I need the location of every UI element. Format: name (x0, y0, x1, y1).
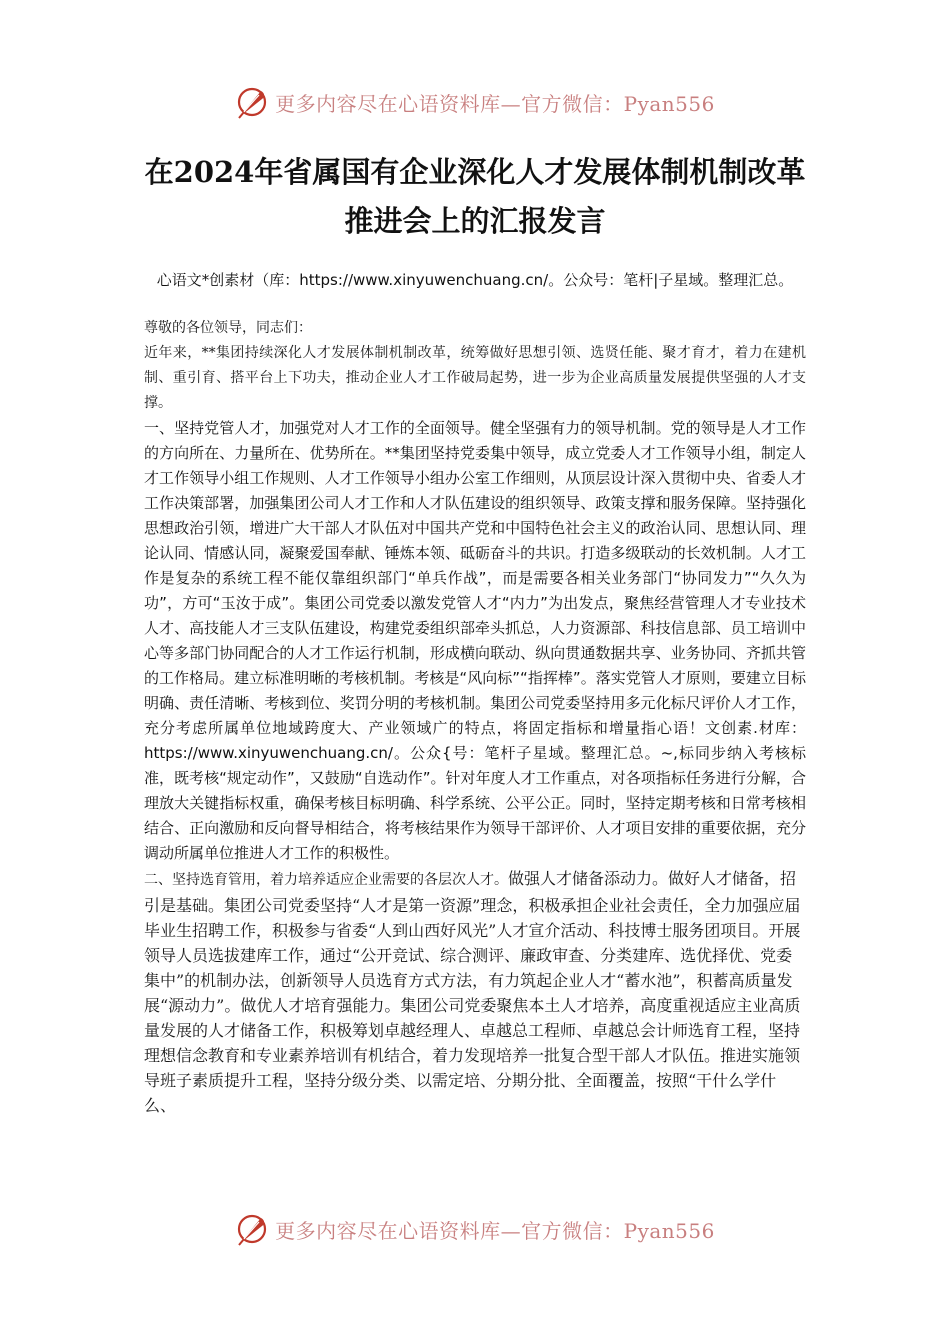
section-two-heading: 二、坚持选育管用，着力培养适应企业需要的各层次人才。 (144, 872, 508, 888)
source-note: 心语文*创素材（库：https://www.xinyuwenchuang.cn/。公众号：笔杆|子星域。整理汇总。 (156, 271, 794, 289)
title-line-2: 推进会上的汇报发言 (344, 204, 606, 238)
quill-circle-logo-icon (235, 85, 269, 119)
document-body (144, 316, 806, 1118)
section-one-paragraph: 一、坚持党管人才，加强党对人才工作的全面领导。健全坚强有力的领导机制。党的领导是人才工作的方向所在、力量所在、优势所在。**集团坚持党委集中领导，成立党委人才工作领导小组，制定人才工作领导小组工作规则、人才工作领导小组办公室工作细则，从顶层设计深入贯彻中央、省委人才工作决策部署，加强集团公司人才工作和人才队伍建设的组织领导、政策支撑和服务保障。坚持强化思想政治引领，增进广大干部人才队伍对中国共产党和中国特色社会主义的政治认同、思想认同、理论认同、情感认同，凝聚爱国奉献、锤炼本领、砥砺奋斗的共识。打造多级联动的长效机制。人才工作是复杂的系统工程不能仅靠组织部门“单兵作战”，而是需要各相关业务部门“协同发力”“久久为功”，方可“玉汝于成”。集团公司党委以激发党管人才“内力”为出发点，聚焦经营管理人才专业技术人才、高技能人才三支队伍建设，构建党委组织部牵头抓总，人力资源部、科技信息部、员工培训中心等多部门协同配合的人才工作运行机制，形成横向联动、纵向贯通数据共享、业务协同、齐抓共管的工作格局。建立标准明晰的考核机制。考核是“风向标”“指挥棒”。落实党管人才原则，要建立目标明确、责任清晰、考核到位、奖罚分明的考核机制。集团公司党委坚持用多元化标尺评价人才工作，充分考虑所属单位地域跨度大、产业领域广的特点，将固定指标和增量指心语！文创素.材库：https://www.xinyuwenchuang.cn/。公众{号：笔杆子星域。整理汇总。~,标同步纳入考核标准，既考核“规定动作”，又鼓励“自选动作”。针对年度人才工作重点，对各项指标任务进行分解，合理放大关键指标权重，确保考核目标明确、科学系统、公平公正。同时，坚持定期考核和日常考核相结合、正向激励和反向督导相结合，将考核结果作为领导干部评价、人才项目安排的重要依据，充分调动所属单位推进人才工作的积极性。 (144, 419, 806, 862)
document-title (100, 148, 850, 246)
header-banner (0, 80, 950, 124)
title-line-1: 在2024年省属国有企业深化人才发展体制机制改革 (144, 155, 806, 189)
quill-circle-logo-icon (235, 1212, 269, 1246)
intro-paragraph: 近年来，**集团持续深化人才发展体制机制改革，统筹做好思想引领、选贤任能、聚才育才，着力在建机制、重引育、搭平台上下功夫，推动企业人才工作破局起势，进一步为企业高质量发展提供坚强的人才支撑。 (144, 345, 806, 411)
section-two-paragraph: 做强人才储备添动力。做好人才储备，招引是基础。集团公司党委坚持“人才是第一资源”理念，积极承担企业社会责任，全力加强应届毕业生招聘工作，积极参与省委“人到山西好风光”人才宣介活动、科技博士服务团项目。开展领导人员选拔建库工作，通过“公开竞试、综合测评、廉政审查、分类建库、选优择优、党委集中”的机制办法，创新领导人员选育方式方法，有力筑起企业人才“蓄水池”，积蓄高质量发展“源动力”。做优人才培育强能力。集团公司党委聚焦本土人才培养，高度重视适应主业高质量发展的人才储备工作，积极筹划卓越经理人、卓越总工程师、卓越总会计师选育工程，坚持理想信念教育和专业素养培训有机结合，着力发现培养一批复合型干部人才队伍。推进实施领导班子素质提升工程，坚持分级分类、以需定培、分期分批、全面覆盖，按照“干什么学什么、 (144, 869, 801, 1115)
salutation: 尊敬的各位领导，同志们： (144, 320, 312, 336)
banner-text: 更多内容尽在心语资料库—官方微信：Pyan556 (275, 1218, 715, 1243)
banner-text: 更多内容尽在心语资料库—官方微信：Pyan556 (275, 91, 715, 116)
footer-banner (0, 1207, 950, 1251)
